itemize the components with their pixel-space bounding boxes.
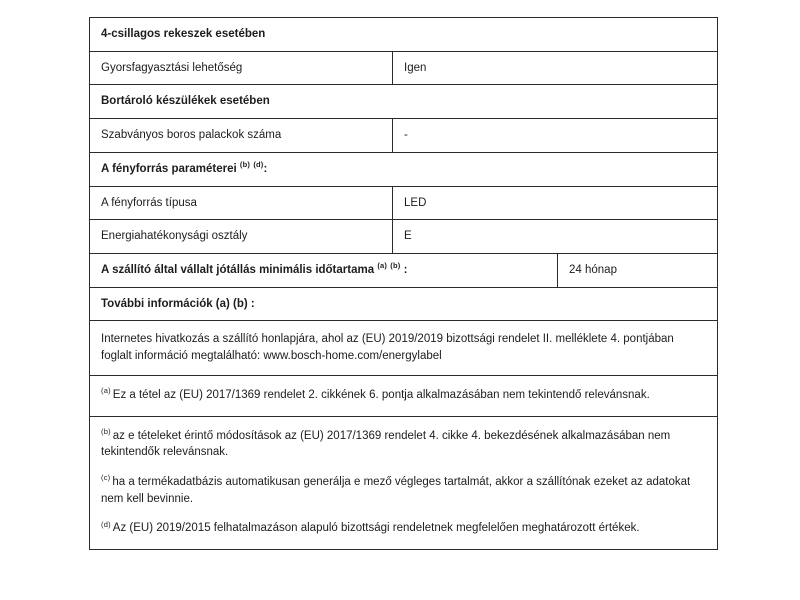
footnote-c-marker: (c) bbox=[101, 473, 111, 483]
table-row bbox=[90, 220, 718, 254]
marker-a: (a) bbox=[377, 261, 388, 271]
table-row bbox=[90, 119, 718, 153]
light-source-type-value: LED bbox=[404, 196, 427, 209]
light-source-parameters-header-label bbox=[90, 153, 717, 186]
minimum-warranty-duration-value-cell bbox=[558, 254, 718, 288]
table-row bbox=[90, 18, 718, 52]
fast-freeze-capability-value-cell bbox=[393, 51, 718, 85]
footnote-a bbox=[90, 376, 717, 416]
footnote-a-text: Ez a tétel az (EU) 2017/1369 rendelet 2. cikkének 6. pontja alkalmazásában nem tekintendő relevánsnak. bbox=[112, 389, 650, 402]
minimum-warranty-duration-label-cell bbox=[90, 254, 558, 288]
minimum-warranty-duration-text: A szállító által vállalt jótállás minimális időtartama bbox=[101, 264, 375, 277]
footnote-d-marker: (d) bbox=[101, 519, 111, 529]
four-star-compartment-header-label: 4-csillagos rekeszek esetében bbox=[101, 28, 266, 40]
footnote-b bbox=[101, 428, 705, 461]
web-reference-text: Internetes hivatkozás a szállító honlapjára, ahol az (EU) 2019/2019 bizottsági rendelet II. melléklete 4. pontjában foglalt információ megtalálható: www.bosch-home.com/energylabel bbox=[101, 333, 674, 362]
energy-efficiency-class-value: E bbox=[404, 230, 412, 243]
wine-storage-header-label: Bortároló készülékek esetében bbox=[101, 95, 270, 108]
marker-b: (b) bbox=[390, 261, 401, 271]
marker-b: (b) bbox=[239, 160, 251, 170]
footnote-b-marker: (b) bbox=[101, 426, 111, 436]
footnote-d bbox=[101, 520, 705, 537]
table-row bbox=[90, 287, 718, 321]
product-data-table bbox=[89, 17, 718, 550]
four-star-compartment-header bbox=[90, 18, 718, 52]
table-row bbox=[90, 376, 718, 417]
marker-d: (d) bbox=[253, 160, 264, 170]
table-row bbox=[90, 51, 718, 85]
minimum-warranty-duration-value: 24 hónap bbox=[569, 264, 617, 277]
table-row bbox=[90, 321, 718, 376]
minimum-warranty-duration-suffix: : bbox=[400, 264, 408, 277]
light-source-parameters-text: A fényforrás paraméterei bbox=[101, 162, 237, 175]
standard-wine-bottles-label: Szabványos boros palackok száma bbox=[101, 129, 282, 142]
standard-wine-bottles-value: - bbox=[404, 129, 408, 142]
footnote-c-text: ha a termékadatbázis automatikusan generálja e mező végleges tartalmát, akkor a szállítónak ezeket az adatokat nem kell bevinnie. bbox=[101, 476, 691, 505]
wine-storage-header bbox=[90, 85, 718, 119]
footnote-b-text: az e tételeket érintő módosítások az (EU) 2017/1369 rendelet 4. cikke 4. bekezdésének alkalmazásában nem tekintendők relevánsnak. bbox=[101, 429, 671, 459]
light-source-type-value-cell bbox=[393, 186, 718, 220]
energy-efficiency-class-label-cell bbox=[90, 220, 393, 254]
further-information-header bbox=[90, 287, 718, 321]
fast-freeze-capability-label: Gyorsfagyasztási lehetőség bbox=[101, 61, 243, 74]
footnote-d-text: Az (EU) 2019/2015 felhatalmazáson alapuló bizottsági rendeletnek megfelelően meghatározott értékek. bbox=[112, 522, 640, 535]
light-source-type-label-cell bbox=[90, 186, 393, 220]
table-row bbox=[90, 152, 718, 186]
fast-freeze-capability-value: Igen bbox=[404, 61, 427, 74]
table-row bbox=[90, 254, 718, 288]
light-source-type-label: A fényforrás típusa bbox=[101, 196, 197, 209]
energy-efficiency-class-label: Energiahatékonysági osztály bbox=[101, 230, 248, 243]
minimum-warranty-duration-label bbox=[90, 254, 557, 287]
footnotes-bcd-cell bbox=[90, 416, 718, 549]
standard-wine-bottles-label-cell bbox=[90, 119, 393, 153]
footnote-a-cell bbox=[90, 376, 718, 417]
table-row bbox=[90, 186, 718, 220]
web-reference-cell bbox=[90, 321, 718, 376]
further-information-header-label: További információk (a) (b) : bbox=[101, 297, 255, 310]
light-source-parameters-header bbox=[90, 152, 718, 186]
light-source-parameters-suffix: : bbox=[263, 162, 268, 175]
energy-efficiency-class-value-cell bbox=[393, 220, 718, 254]
fast-freeze-capability-label-cell bbox=[90, 51, 393, 85]
table-row bbox=[90, 85, 718, 119]
footnote-a-marker: (a) bbox=[101, 386, 111, 396]
table-row bbox=[90, 416, 718, 549]
standard-wine-bottles-value-cell bbox=[393, 119, 718, 153]
footnote-c bbox=[101, 474, 705, 507]
